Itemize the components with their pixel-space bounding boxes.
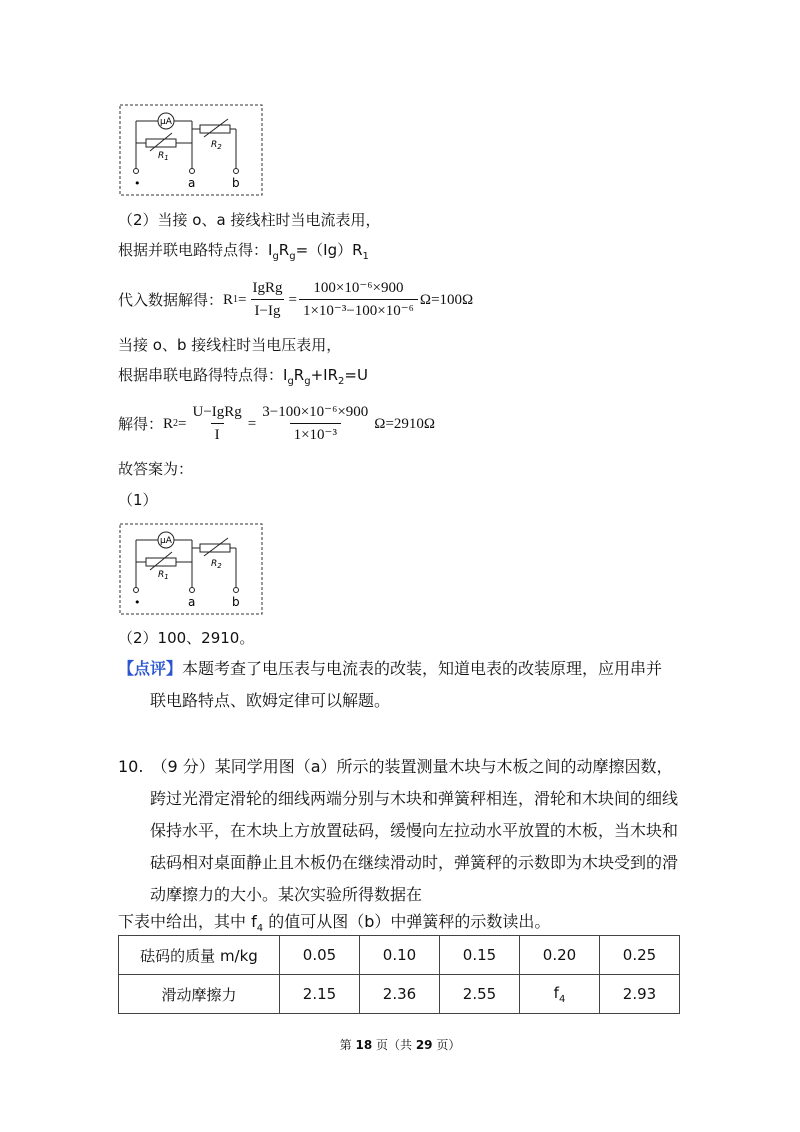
table-cell: 0.25 — [600, 936, 680, 975]
terminal-b: b — [232, 595, 240, 609]
answer-intro: 故答案为： — [118, 460, 194, 478]
q10-line-6: 下表中给出，其中 $f_4$ 的值可从图（b）中弹簧秤的示数读出。 — [118, 912, 551, 935]
circuit-diagram-1 — [118, 103, 264, 197]
r1-equation: 代入数据解得： R 1 = $\frac{\text{IgRg}}{I-Ig}$ = $\frac{\text{100×10⁻⁶×900}}{\text{1×10⁻³−100×10⁻⁶}}$ Ω=100Ω — [118, 280, 474, 319]
q10-number: 10. — [118, 757, 144, 776]
table-cell: $f_4$ — [520, 975, 600, 1014]
q10-points: （9 分） — [151, 757, 215, 776]
r2-label: $R_2$ — [211, 140, 222, 151]
circuit-diagram-2 — [118, 522, 264, 616]
table-row-header: 滑动摩擦力 — [119, 975, 280, 1014]
parallel-rule: 根据并联电路特点得：$I_gR_g=(Ig)R_1$ — [118, 241, 369, 262]
table-cell: 2.55 — [440, 975, 520, 1014]
r1-label: $R_1$ — [158, 151, 169, 162]
table-cell: 2.15 — [280, 975, 360, 1014]
table-cell: 2.36 — [360, 975, 440, 1014]
r1-label: $R_1$ — [158, 570, 169, 581]
part2-intro: （2）当接 o、a 接线柱时当电流表用， — [118, 211, 381, 229]
r2-equation: 解得： R 2 = $\frac{\text{U−IgRg}}{I}$ = $\frac{\text{3−100×10⁻⁶×900}}{\text{1×10⁻³}}$ Ω=2910Ω — [118, 404, 436, 443]
meter-label: μA — [160, 117, 172, 127]
answer-part2: （2）100、2910。 — [118, 629, 255, 647]
page-footer: 第 18 页（共 29 页） — [339, 1038, 461, 1052]
table-cell: 0.15 — [440, 936, 520, 975]
table-cell: 2.93 — [600, 975, 680, 1014]
series-rule: 根据串联电路得特点得：$I_gR_g+IR_2=U$ — [118, 366, 368, 387]
table-cell: 0.05 — [280, 936, 360, 975]
terminal-a: a — [188, 595, 196, 609]
terminal-o: • — [134, 177, 141, 190]
q10-line-1: 10. （9 分）某同学用图（a）所示的装置测量木块与木板之间的动摩擦因数， — [118, 757, 673, 776]
comment-tag: 【点评】 — [118, 659, 183, 678]
meter-label: μA — [160, 536, 172, 546]
q10-line-5: 动摩擦力的大小。某次实验所得数据在 — [150, 885, 423, 904]
terminal-a: a — [188, 176, 196, 190]
comment-line-2: 联电路特点、欧姆定律可以解题。 — [150, 691, 391, 710]
q10-line-2: 跨过光滑定滑轮的细线两端分别与木块和弹簧秤相连，滑轮和木块间的细线 — [150, 789, 679, 808]
table-cell: 0.20 — [520, 936, 600, 975]
q10-line-3: 保持水平，在木块上方放置砝码，缓慢向左拉动水平放置的木板，当木块和 — [150, 821, 679, 840]
r2-label: $R_2$ — [211, 559, 222, 570]
answer-part1: （1） — [118, 491, 158, 509]
voltmeter-intro: 当接 o、b 接线柱时当电压表用， — [118, 336, 342, 354]
comment-line-1: 【点评】本题考查了电压表与电流表的改装，知道电表的改装原理，应用串并 — [118, 659, 663, 678]
terminal-o: • — [134, 596, 141, 609]
q10-line-4: 砝码相对桌面静止且木板仍在继续滑动时，弹簧秤的示数即为木块受到的滑 — [150, 853, 679, 872]
table-row — [119, 975, 680, 1014]
data-table — [118, 935, 680, 1014]
terminal-b: b — [232, 176, 240, 190]
table-cell: 0.10 — [360, 936, 440, 975]
table-row-header: 砝码的质量 m/kg — [119, 936, 280, 975]
table-row — [119, 936, 680, 975]
